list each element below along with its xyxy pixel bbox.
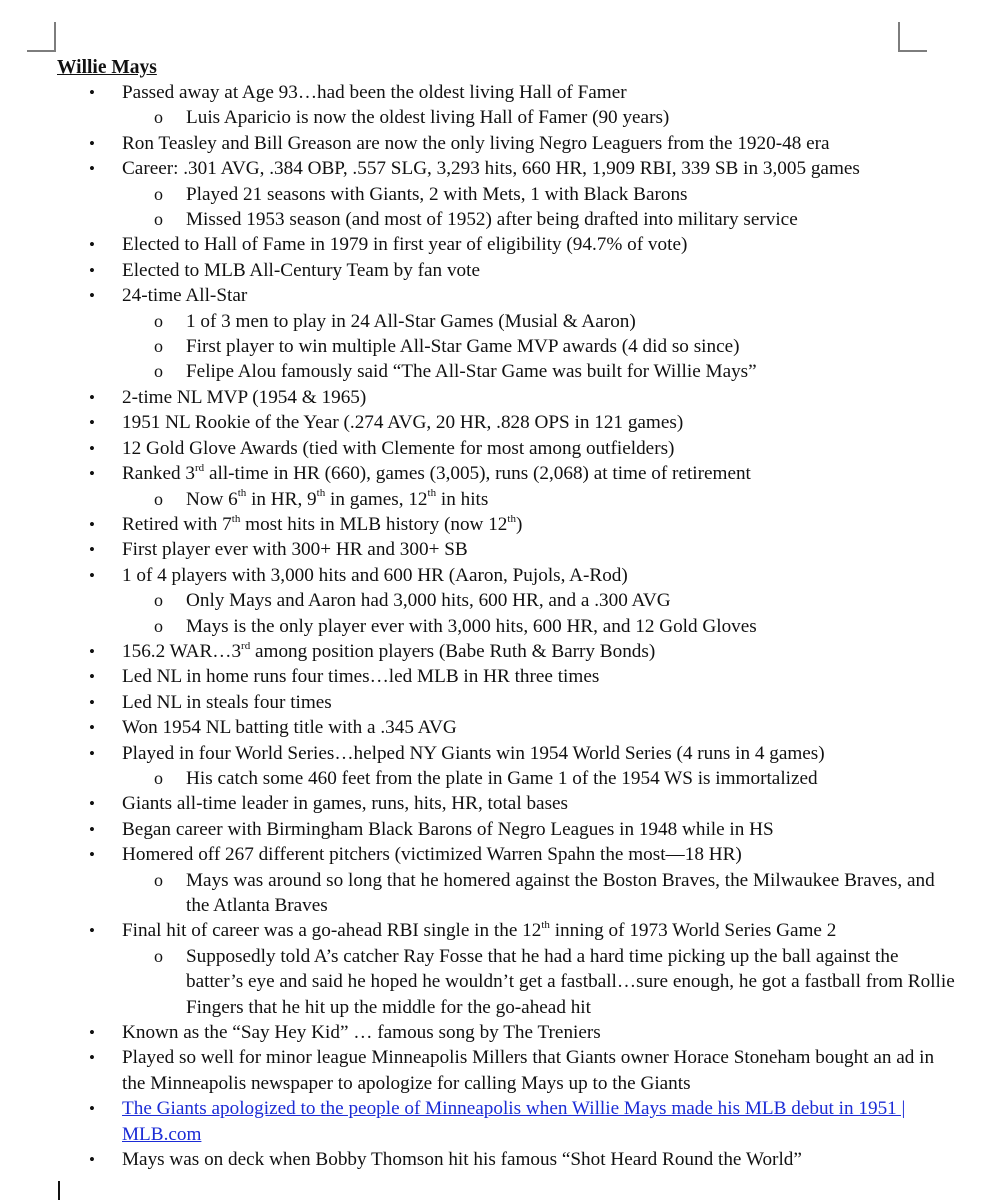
bullet-text: Ranked 3rd all-time in HR (660), games (3,005), runs (2,068) at time of retirement [122, 461, 751, 485]
bullet-text: 24-time All-Star [122, 285, 248, 307]
document-body [57, 55, 957, 1172]
bullet-text: Felipe Alou famously said “The All-Star Game was built for Willie Mays” [186, 361, 757, 383]
bullet-list [57, 80, 957, 1172]
bullet-text: Elected to MLB All-Century Team by fan vote [122, 259, 480, 281]
bullet-marker: • [89, 1099, 95, 1119]
bullet-item [57, 817, 957, 842]
sub-bullet-item [57, 105, 957, 130]
bullet-item [57, 842, 957, 867]
bullet-marker: • [89, 794, 95, 814]
bullet-marker: • [89, 565, 95, 585]
bullet-item [57, 1020, 957, 1045]
bullet-marker: • [89, 464, 95, 484]
bullet-marker: • [89, 845, 95, 865]
bullet-text: Homered off 267 different pitchers (victimized Warren Spahn the most—18 HR) [122, 844, 742, 866]
sub-bullet-item [57, 182, 957, 207]
sub-bullet-item [57, 207, 957, 232]
bullet-text: Mays was on deck when Bobby Thomson hit his famous “Shot Heard Round the World” [122, 1149, 802, 1171]
bullet-text: 1951 NL Rookie of the Year (.274 AVG, 20 HR, .828 OPS in 121 games) [122, 412, 684, 434]
bullet-text: 2-time NL MVP (1954 & 1965) [122, 386, 367, 408]
bullet-text: First player ever with 300+ HR and 300+ SB [122, 539, 468, 561]
sub-bullet-marker: o [154, 615, 163, 636]
bullet-marker: • [89, 1048, 95, 1068]
bullet-text: Began career with Birmingham Black Barons of Negro Leagues in 1948 while in HS [122, 818, 774, 840]
bullet-text: Only Mays and Aaron had 3,000 hits, 600 HR, and a .300 AVG [186, 590, 671, 612]
page-corner-mark-top-left [27, 22, 56, 52]
bullet-text: 1 of 3 men to play in 24 All-Star Games (Musial & Aaron) [186, 310, 636, 332]
bullet-item [57, 1147, 957, 1172]
sub-bullet-marker: o [154, 869, 163, 890]
bullet-marker: • [89, 514, 95, 534]
bullet-text: His catch some 460 feet from the plate in Game 1 of the 1954 WS is immortalized [186, 767, 818, 789]
bullet-marker: • [89, 413, 95, 433]
bullet-marker: • [89, 1150, 95, 1170]
bullet-marker: • [89, 692, 95, 712]
bullet-item [57, 385, 957, 410]
bullet-text: Won 1954 NL batting title with a .345 AVG [122, 717, 457, 739]
bullet-item [57, 537, 957, 562]
document-title: Willie Mays [57, 57, 157, 78]
sub-bullet-marker: o [154, 310, 163, 331]
bullet-item [57, 715, 957, 740]
bullet-item [57, 258, 957, 283]
bullet-text: Elected to Hall of Fame in 1979 in first year of eligibility (94.7% of vote) [122, 234, 688, 256]
sub-bullet-item [57, 334, 957, 359]
bullet-text: Ron Teasley and Bill Greason are now the only living Negro Leaguers from the 1920-48 era [122, 132, 830, 154]
bullet-text: Supposedly told A’s catcher Ray Fosse that he had a hard time picking up the ball against the batter’s eye and said he hoped he wouldn’t get a fastball…sure enough, he got a fastball from Rollie Fingers that he hit up the middle for the go-ahead hit [186, 945, 955, 1018]
bullet-item [57, 512, 957, 537]
sub-bullet-marker: o [154, 209, 163, 230]
bullet-marker: • [89, 921, 95, 941]
bullet-marker: • [89, 718, 95, 738]
bullet-item [57, 436, 957, 461]
bullet-item [57, 410, 957, 435]
bullet-item [57, 283, 957, 308]
bullet-text: Played in four World Series…helped NY Giants win 1954 World Series (4 runs in 4 games) [122, 742, 825, 764]
sub-bullet-marker: o [154, 361, 163, 382]
bullet-text: Career: .301 AVG, .384 OBP, .557 SLG, 3,293 hits, 660 HR, 1,909 RBI, 339 SB in 3,005 games [122, 158, 860, 180]
bullet-marker: • [89, 286, 95, 306]
bullet-marker: • [89, 387, 95, 407]
bullet-marker: • [89, 1023, 95, 1043]
bullet-text: Mays was around so long that he homered against the Boston Braves, the Milwaukee Braves, and the Atlanta Braves [186, 869, 935, 916]
bullet-text: Passed away at Age 93…had been the oldest living Hall of Famer [122, 82, 627, 103]
bullet-item [57, 461, 957, 486]
bullet-marker: • [89, 819, 95, 839]
sub-bullet-marker: o [154, 183, 163, 204]
bullet-item [57, 918, 957, 943]
bullet-item [57, 232, 957, 257]
page-corner-mark-top-right [898, 22, 927, 52]
bullet-marker: • [89, 743, 95, 763]
bullet-marker: • [89, 540, 95, 560]
sub-bullet-item [57, 766, 957, 791]
bullet-item [57, 1045, 957, 1096]
bullet-marker: • [89, 438, 95, 458]
bullet-text: 1 of 4 players with 3,000 hits and 600 HR (Aaron, Pujols, A-Rod) [122, 564, 628, 586]
bullet-marker: • [89, 83, 95, 102]
link-item[interactable] [57, 1096, 957, 1147]
bullet-text: Known as the “Say Hey Kid” … famous song by The Treniers [122, 1022, 601, 1044]
sub-bullet-item [57, 309, 957, 334]
text-cursor [58, 1181, 60, 1200]
sub-bullet-marker: o [154, 488, 163, 509]
sub-bullet-item [57, 944, 957, 1020]
sub-bullet-marker: o [154, 336, 163, 357]
bullet-text: Luis Aparicio is now the oldest living Hall of Famer (90 years) [186, 107, 670, 129]
hyperlink-text[interactable]: The Giants apologized to the people of Minneapolis when Willie Mays made his MLB debut in 1951 | MLB.com [122, 1098, 906, 1145]
bullet-text: Missed 1953 season (and most of 1952) after being drafted into military service [186, 209, 798, 231]
bullet-item [57, 791, 957, 816]
sub-bullet-item [57, 868, 957, 919]
sub-bullet-marker: o [154, 767, 163, 788]
bullet-marker: • [89, 260, 95, 280]
bullet-marker: • [89, 641, 95, 661]
sub-bullet-item [57, 588, 957, 613]
sub-bullet-marker: o [154, 107, 163, 128]
bullet-item [57, 639, 957, 664]
bullet-item [57, 563, 957, 588]
bullet-item [57, 131, 957, 156]
bullet-item [57, 664, 957, 689]
bullet-text: Final hit of career was a go-ahead RBI single in the 12th inning of 1973 World Series Game 2 [122, 919, 837, 942]
sub-bullet-marker: o [154, 590, 163, 611]
bullet-text: Giants all-time leader in games, runs, hits, HR, total bases [122, 793, 569, 815]
sub-bullet-marker: o [154, 945, 163, 966]
bullet-text: 156.2 WAR…3rd among position players (Babe Ruth & Barry Bonds) [122, 639, 656, 662]
sub-bullet-item [57, 487, 957, 512]
bullet-text: First player to win multiple All-Star Game MVP awards (4 did so since) [186, 336, 740, 358]
bullet-text: Now 6th in HR, 9th in games, 12th in hits [186, 487, 489, 510]
sub-bullet-item [57, 359, 957, 384]
bullet-text: Retired with 7th most hits in MLB history (now 12th) [122, 512, 523, 535]
bullet-marker: • [89, 235, 95, 255]
bullet-item [57, 156, 957, 181]
bullet-item [57, 80, 957, 105]
bullet-marker: • [89, 159, 95, 179]
bullet-text: 12 Gold Glove Awards (tied with Clemente for most among outfielders) [122, 437, 675, 459]
bullet-text: Mays is the only player ever with 3,000 hits, 600 HR, and 12 Gold Gloves [186, 615, 757, 637]
bullet-text: Played so well for minor league Minneapolis Millers that Giants owner Horace Stoneham bought an ad in the Minneapolis newspaper to apologize for calling Mays up to the Giants [122, 1047, 935, 1094]
bullet-text: Played 21 seasons with Giants, 2 with Mets, 1 with Black Barons [186, 183, 688, 205]
bullet-marker: • [89, 667, 95, 687]
bullet-item [57, 690, 957, 715]
bullet-text: Led NL in steals four times [122, 691, 332, 713]
bullet-text: Led NL in home runs four times…led MLB in HR three times [122, 666, 600, 688]
bullet-item [57, 741, 957, 766]
sub-bullet-item [57, 614, 957, 639]
bullet-marker: • [89, 133, 95, 153]
